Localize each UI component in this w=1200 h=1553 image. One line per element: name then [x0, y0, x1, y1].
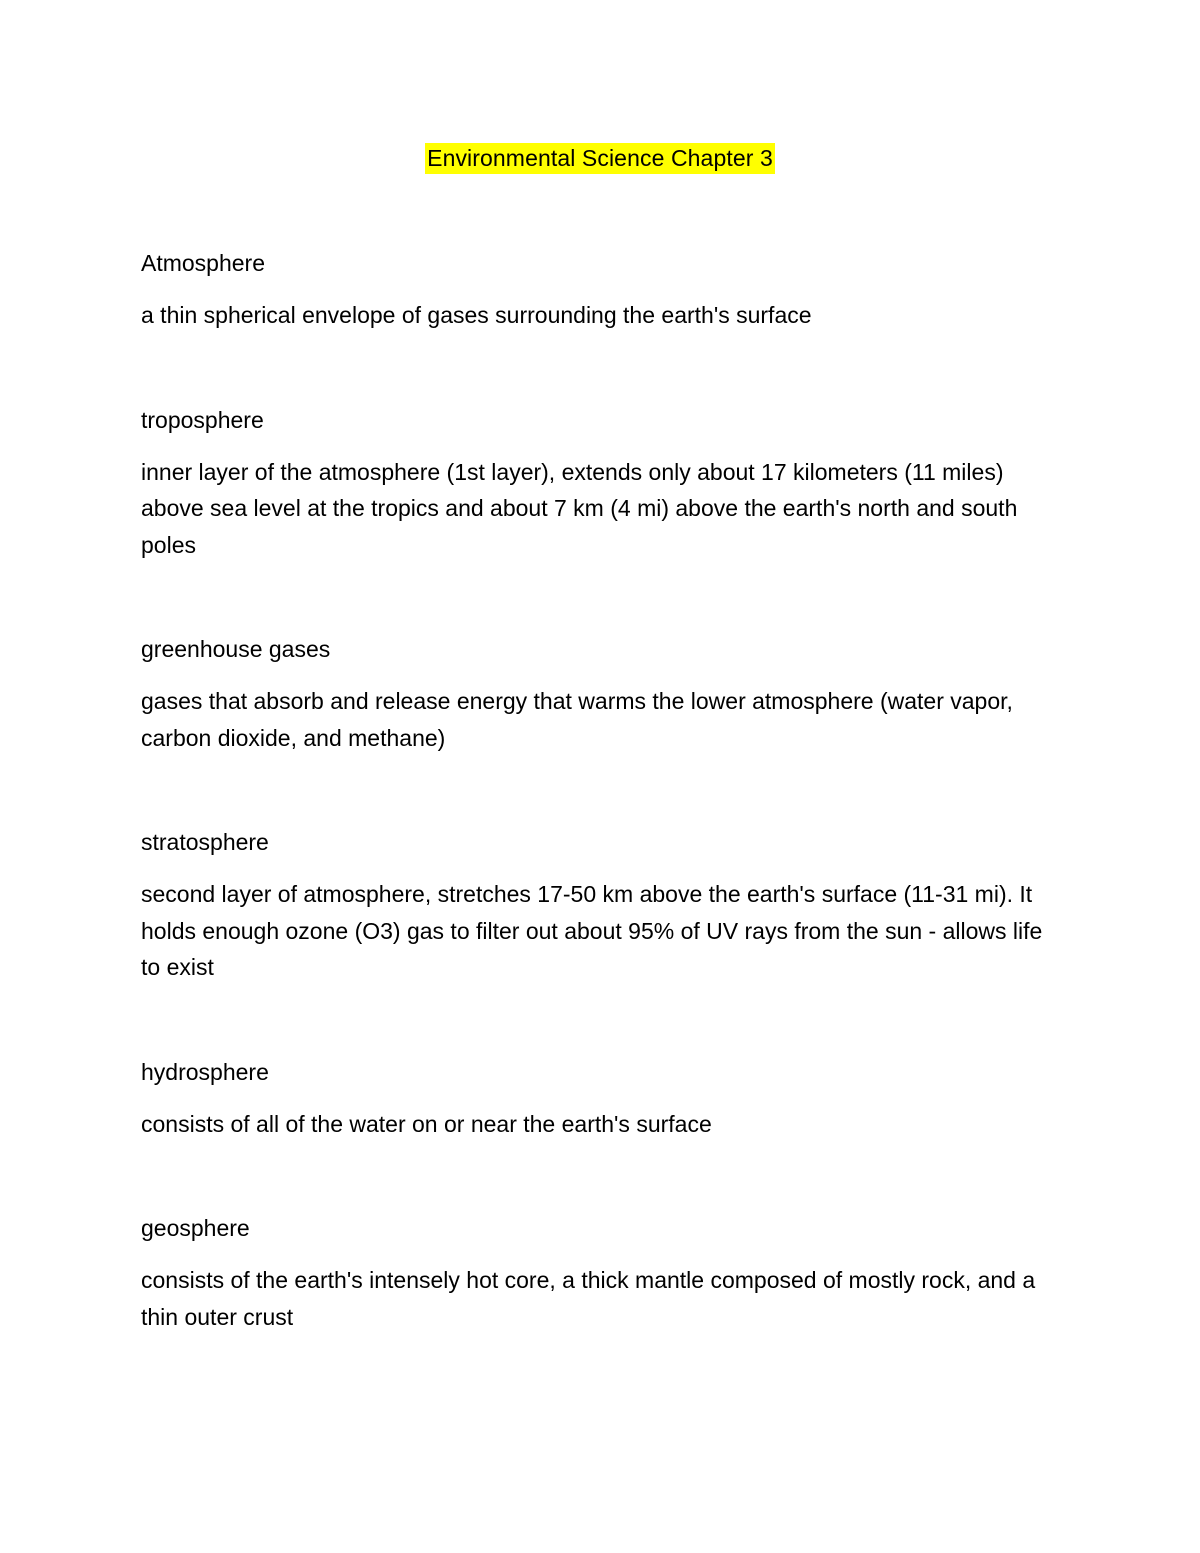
term-troposphere: troposphere — [141, 406, 264, 433]
definition-troposphere: inner layer of the atmosphere (1st layer), extends only about 17 kilometers (11 miles) above sea level at the tropics and about 7 km (4 mi) above the earth's north and south poles — [141, 458, 1018, 558]
glossary-entry-greenhouse-gases — [141, 631, 1061, 756]
glossary-entry-stratosphere — [141, 824, 1061, 986]
glossary-entry-troposphere — [141, 402, 1061, 564]
definition-greenhouse-gases: gases that absorb and release energy that warms the lower atmosphere (water vapor, carbon dioxide, and methane) — [141, 688, 1013, 751]
term-hydrosphere: hydrosphere — [141, 1058, 269, 1085]
definition-atmosphere: a thin spherical envelope of gases surrounding the earth's surface — [141, 302, 812, 328]
term-geosphere: geosphere — [141, 1215, 250, 1241]
glossary-entry-hydrosphere — [141, 1054, 1061, 1143]
document-title: Environmental Science Chapter 3 — [425, 143, 775, 174]
glossary-entry-atmosphere — [141, 245, 1061, 334]
glossary-content — [141, 245, 1061, 1335]
term-atmosphere: Atmosphere — [141, 250, 266, 276]
term-greenhouse-gases: greenhouse gases — [141, 636, 331, 662]
title-container — [0, 143, 1200, 174]
definition-stratosphere: second layer of atmosphere, stretches 17-50 km above the earth's surface (11-31 mi). It holds enough ozone (O3) gas to filter out about 95% of UV rays from the sun - allows life to exist — [141, 881, 1043, 980]
definition-hydrosphere: consists of all of the water on or near the earth's surface — [141, 1110, 712, 1137]
definition-geosphere: consists of the earth's intensely hot core, a thick mantle composed of mostly rock, and a thin outer crust — [141, 1267, 1036, 1330]
term-stratosphere: stratosphere — [141, 829, 269, 855]
glossary-entry-geosphere — [141, 1210, 1061, 1335]
